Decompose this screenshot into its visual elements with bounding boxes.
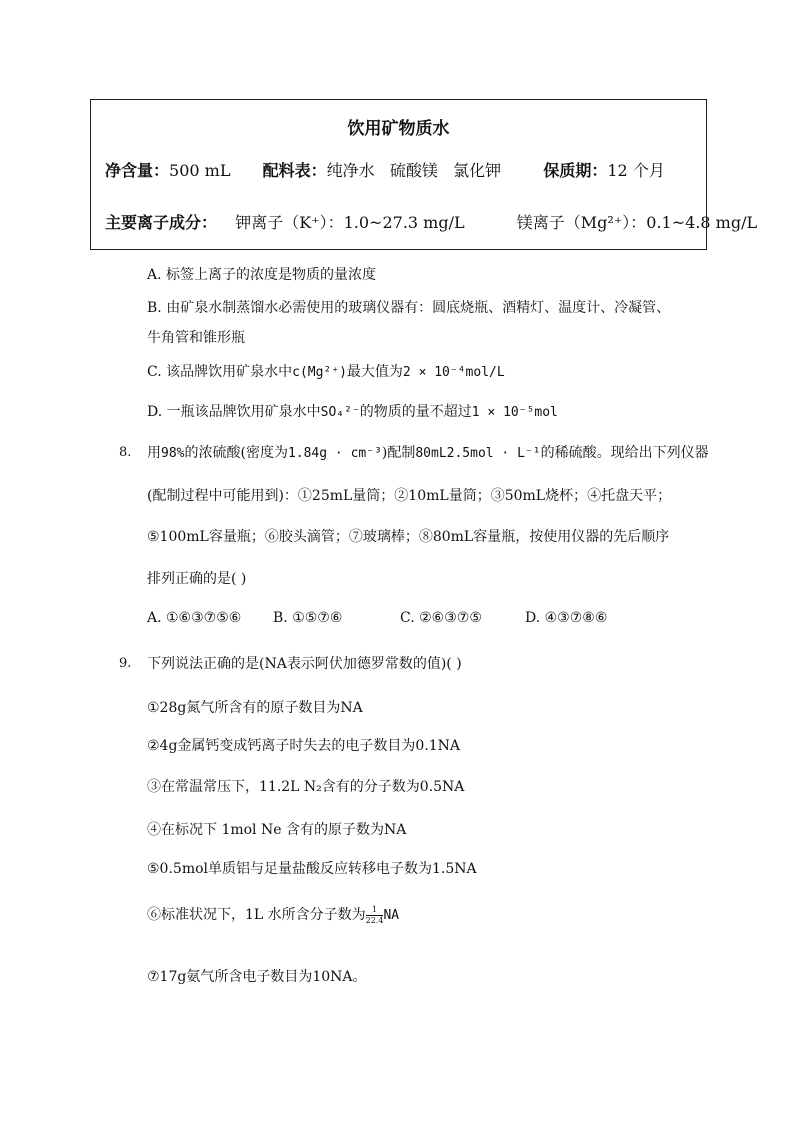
shelf-life-label: 保质期： (543, 161, 608, 180)
q8-option-c: C. ②⑥③⑦⑤ (400, 610, 482, 626)
label-row-1 (105, 158, 665, 181)
q7-d-mid: 的物质的量不超过 (359, 404, 472, 420)
q7-d-value: 1 × 10⁻⁵mol (471, 405, 558, 420)
q9-statement-3: ③在常温常压下，11.2L N₂含有的分子数为0.5NA (147, 779, 465, 795)
q8-l1-c: 的浓硫酸 (184, 445, 241, 461)
q8-l1-e: 1.84g · cm⁻³ (287, 446, 382, 461)
q7-option-b-line1: B. 由矿泉水制蒸馏水必需使用的玻璃仪器有：圆底烧瓶、酒精灯、温度计、冷凝管、 (147, 300, 671, 316)
q7-d-text: D. 一瓶该品牌饮用矿泉水中 (147, 404, 321, 420)
q7-option-d (147, 401, 558, 421)
q8-l1-f: )配制 (381, 445, 416, 461)
net-content-label: 净含量： (105, 161, 170, 180)
ingredients-value: 纯净水 硫酸镁 氯化钾 (326, 161, 502, 180)
ions-label: 主要离子成分： (105, 213, 218, 232)
q8-line-3: ⑤100mL容量瓶；⑥胶头滴管；⑦玻璃棒；⑧80mL容量瓶，按使用仪器的先后顺序 (147, 529, 670, 545)
label-row-2 (105, 210, 757, 233)
magnesium-ion: 镁离子（Mg²⁺）：0.1~4.8 mg/L (516, 213, 758, 232)
mineral-water-label-box (90, 99, 758, 250)
q9-statement-1: ①28g氮气所含有的原子数目为NA (147, 700, 363, 716)
q8-line-2: (配制过程中可能用到)：①25mL量筒；②10mL量筒；③50mL烧杯；④托盘天平； (147, 488, 672, 504)
q9-statement-6 (147, 904, 399, 926)
q8-l1-d: (密度为 (240, 445, 288, 461)
q9-s6-unit: NA (383, 908, 400, 923)
label-title: 饮用矿物质水 (347, 119, 450, 139)
q9-stem: 下列说法正确的是(NA表示阿伏加德罗常数的值)( ) (147, 656, 462, 672)
q7-option-c (147, 361, 505, 381)
q8-l1-h: 的稀硫酸。现给出下列仪器 (540, 445, 709, 461)
q9-number: 9. (119, 656, 132, 671)
q8-option-d: D. ④③⑦⑧⑥ (525, 610, 608, 626)
q9-s6-fraction (366, 905, 384, 926)
q8-line-4: 排列正确的是( ) (147, 571, 247, 587)
potassium-ion: 钾离子（K⁺）：1.0~27.3 mg/L (235, 213, 465, 232)
q8-line-1 (147, 442, 709, 462)
q9-s6-text: ⑥标准状况下，1L 水所含分子数为 (147, 907, 366, 923)
q7-option-b-line2: 牛角管和锥形瓶 (147, 330, 245, 346)
q8-option-a: A. ①⑥③⑦⑤⑥ (147, 610, 242, 626)
q9-statement-5: ⑤0.5mol单质铝与足量盐酸反应转移电子数为1.5NA (147, 861, 477, 877)
ingredients-label: 配料表： (262, 161, 327, 180)
q8-l1-b: 98% (161, 446, 185, 461)
q9-s6-numerator: 1 (366, 905, 384, 916)
q9-s6-denominator: 22.4 (365, 915, 384, 925)
q8-number: 8. (119, 445, 132, 460)
q7-option-a: A. 标签上离子的浓度是物质的量浓度 (147, 267, 377, 283)
q7-c-text: C. 该品牌饮用矿泉水中 (147, 364, 293, 380)
q9-statement-2: ②4g金属钙变成钙离子时失去的电子数目为0.1NA (147, 738, 461, 754)
q7-c-mid: 最大值为 (346, 364, 403, 380)
q9-statement-4: ④在标况下 1mol Ne 含有的原子数为NA (147, 822, 407, 838)
q8-l1-a: 用 (147, 445, 161, 461)
q8-l1-g: 80mL2.5mol · L⁻¹ (415, 446, 541, 461)
q8-option-b: B. ①⑤⑦⑥ (273, 610, 343, 626)
q7-c-formula: c(Mg²⁺) (292, 365, 347, 380)
q7-c-value: 2 × 10⁻⁴mol/L (402, 365, 505, 380)
q7-d-formula: SO₄²⁻ (320, 405, 360, 420)
q9-statement-7: ⑦17g氨气所含电子数目为10NA。 (147, 969, 367, 985)
shelf-life-value: 12 个月 (607, 161, 665, 180)
net-content-value: 500 mL (169, 161, 231, 180)
